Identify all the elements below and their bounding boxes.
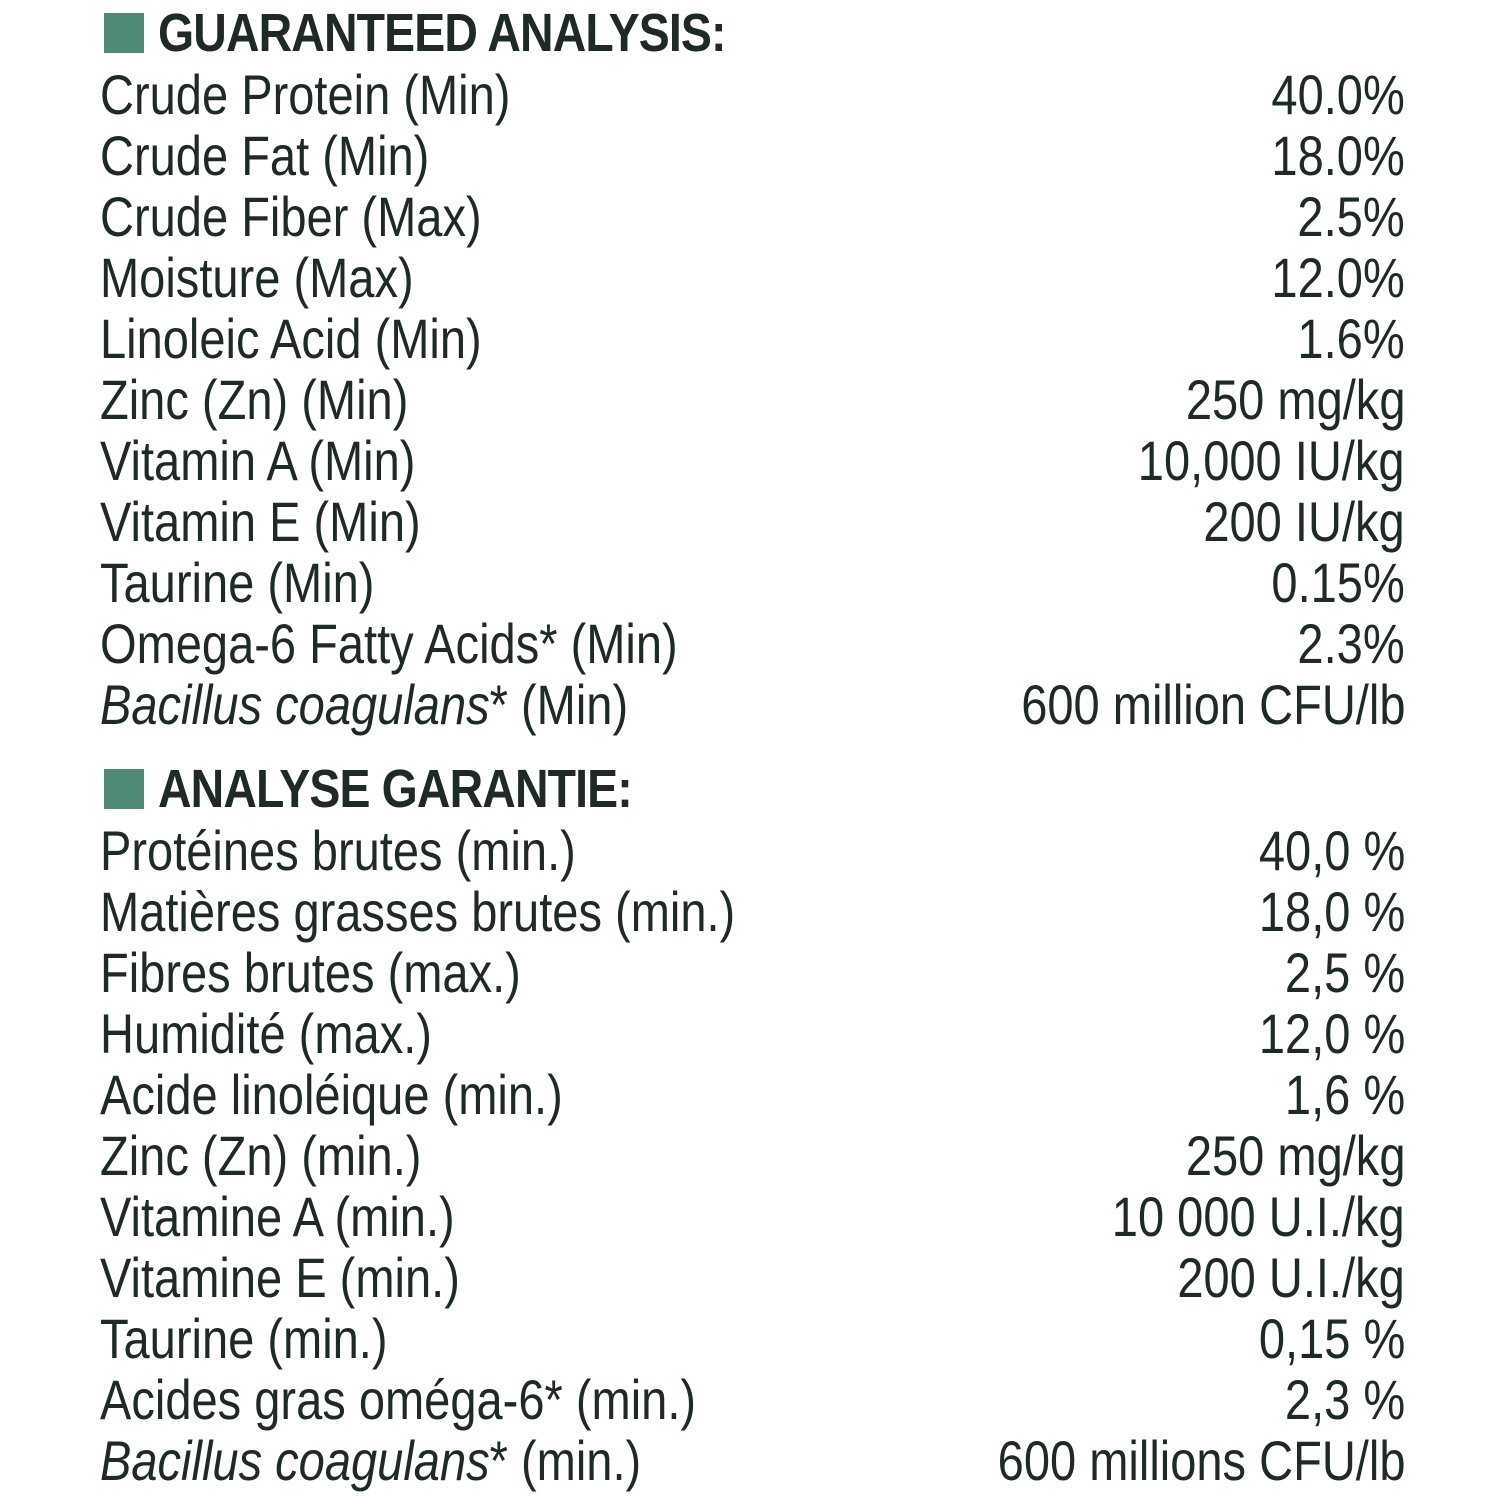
english-heading-text: GUARANTEED ANALYSIS: bbox=[158, 3, 726, 63]
analysis-nutrient bbox=[100, 674, 628, 735]
analysis-nutrient: Moisture (Max) bbox=[100, 246, 414, 309]
analysis-row bbox=[100, 881, 1405, 942]
analysis-value: 1.6% bbox=[1297, 307, 1405, 370]
analysis-row bbox=[100, 1247, 1405, 1308]
analysis-nutrient: Vitamine E (min.) bbox=[100, 1246, 460, 1309]
analysis-nutrient: Acides gras oméga-6* (min.) bbox=[100, 1368, 697, 1431]
english-analysis-section bbox=[100, 2, 1405, 735]
analysis-value: 0,15 % bbox=[1258, 1307, 1405, 1370]
analysis-nutrient: Crude Protein (Min) bbox=[100, 63, 511, 126]
french-heading bbox=[104, 758, 1405, 820]
analysis-nutrient: Taurine (Min) bbox=[100, 551, 375, 614]
analysis-value: 200 U.I./kg bbox=[1177, 1246, 1405, 1309]
analysis-value: 600 million CFU/lb bbox=[1020, 673, 1405, 736]
analysis-value: 18,0 % bbox=[1258, 880, 1405, 943]
analysis-nutrient: Omega-6 Fatty Acids* (Min) bbox=[100, 612, 678, 675]
heading-square-icon bbox=[104, 13, 144, 53]
analysis-value: 12.0% bbox=[1271, 246, 1405, 309]
analysis-value: 600 millions CFU/lb bbox=[997, 1429, 1405, 1492]
english-heading bbox=[104, 2, 1405, 64]
analysis-nutrient: Humidité (max.) bbox=[100, 1002, 432, 1065]
french-heading-text: ANALYSE GARANTIE: bbox=[158, 759, 632, 819]
analysis-row bbox=[100, 1308, 1405, 1369]
analysis-value: 40.0% bbox=[1271, 63, 1405, 126]
analysis-nutrient: Crude Fiber (Max) bbox=[100, 185, 482, 248]
french-analysis-table bbox=[100, 820, 1405, 1491]
analysis-row bbox=[100, 674, 1405, 735]
analysis-value: 1,6 % bbox=[1284, 1063, 1405, 1126]
analysis-nutrient: Vitamin A (Min) bbox=[100, 429, 416, 492]
analysis-value: 2.3% bbox=[1297, 612, 1405, 675]
analysis-row bbox=[100, 247, 1405, 308]
analysis-row bbox=[100, 369, 1405, 430]
analysis-row bbox=[100, 1430, 1405, 1491]
english-analysis-table bbox=[100, 64, 1405, 735]
analysis-nutrient-rest: * (Min) bbox=[489, 673, 629, 736]
analysis-value: 2,3 % bbox=[1284, 1368, 1405, 1431]
analysis-nutrient-italic: Bacillus coagulans bbox=[100, 673, 490, 736]
analysis-row bbox=[100, 308, 1405, 369]
french-analysis-section bbox=[100, 758, 1405, 1491]
analysis-value: 10,000 IU/kg bbox=[1138, 429, 1405, 492]
analysis-row bbox=[100, 430, 1405, 491]
analysis-nutrient: Vitamin E (Min) bbox=[100, 490, 421, 553]
analysis-row bbox=[100, 1186, 1405, 1247]
analysis-row bbox=[100, 125, 1405, 186]
analysis-row bbox=[100, 1064, 1405, 1125]
analysis-row bbox=[100, 820, 1405, 881]
analysis-value: 12,0 % bbox=[1258, 1002, 1405, 1065]
analysis-nutrient: Crude Fat (Min) bbox=[100, 124, 430, 187]
analysis-nutrient-rest: * (min.) bbox=[489, 1429, 642, 1492]
analysis-row bbox=[100, 186, 1405, 247]
analysis-row bbox=[100, 552, 1405, 613]
analysis-row bbox=[100, 1003, 1405, 1064]
analysis-row bbox=[100, 942, 1405, 1003]
analysis-nutrient: Taurine (min.) bbox=[100, 1307, 388, 1370]
analysis-nutrient: Fibres brutes (max.) bbox=[100, 941, 521, 1004]
analysis-value: 2,5 % bbox=[1284, 941, 1405, 1004]
analysis-nutrient: Acide linoléique (min.) bbox=[100, 1063, 563, 1126]
analysis-row bbox=[100, 1125, 1405, 1186]
analysis-nutrient: Matières grasses brutes (min.) bbox=[100, 880, 736, 943]
analysis-nutrient: Protéines brutes (min.) bbox=[100, 819, 576, 882]
analysis-nutrient-italic: Bacillus coagulans bbox=[100, 1429, 490, 1492]
analysis-row bbox=[100, 613, 1405, 674]
analysis-nutrient: Vitamine A (min.) bbox=[100, 1185, 455, 1248]
analysis-nutrient bbox=[100, 1430, 641, 1491]
analysis-value: 18.0% bbox=[1271, 124, 1405, 187]
analysis-value: 250 mg/kg bbox=[1185, 368, 1405, 431]
analysis-value: 10 000 U.I./kg bbox=[1112, 1185, 1405, 1248]
analysis-nutrient: Linoleic Acid (Min) bbox=[100, 307, 482, 370]
analysis-row bbox=[100, 491, 1405, 552]
heading-square-icon bbox=[104, 769, 144, 809]
analysis-value: 2.5% bbox=[1297, 185, 1405, 248]
analysis-row bbox=[100, 64, 1405, 125]
analysis-value: 250 mg/kg bbox=[1185, 1124, 1405, 1187]
analysis-value: 0.15% bbox=[1271, 551, 1405, 614]
analysis-nutrient: Zinc (Zn) (Min) bbox=[100, 368, 409, 431]
analysis-value: 40,0 % bbox=[1258, 819, 1405, 882]
analysis-row bbox=[100, 1369, 1405, 1430]
analysis-value: 200 IU/kg bbox=[1203, 490, 1405, 553]
analysis-nutrient: Zinc (Zn) (min.) bbox=[100, 1124, 422, 1187]
